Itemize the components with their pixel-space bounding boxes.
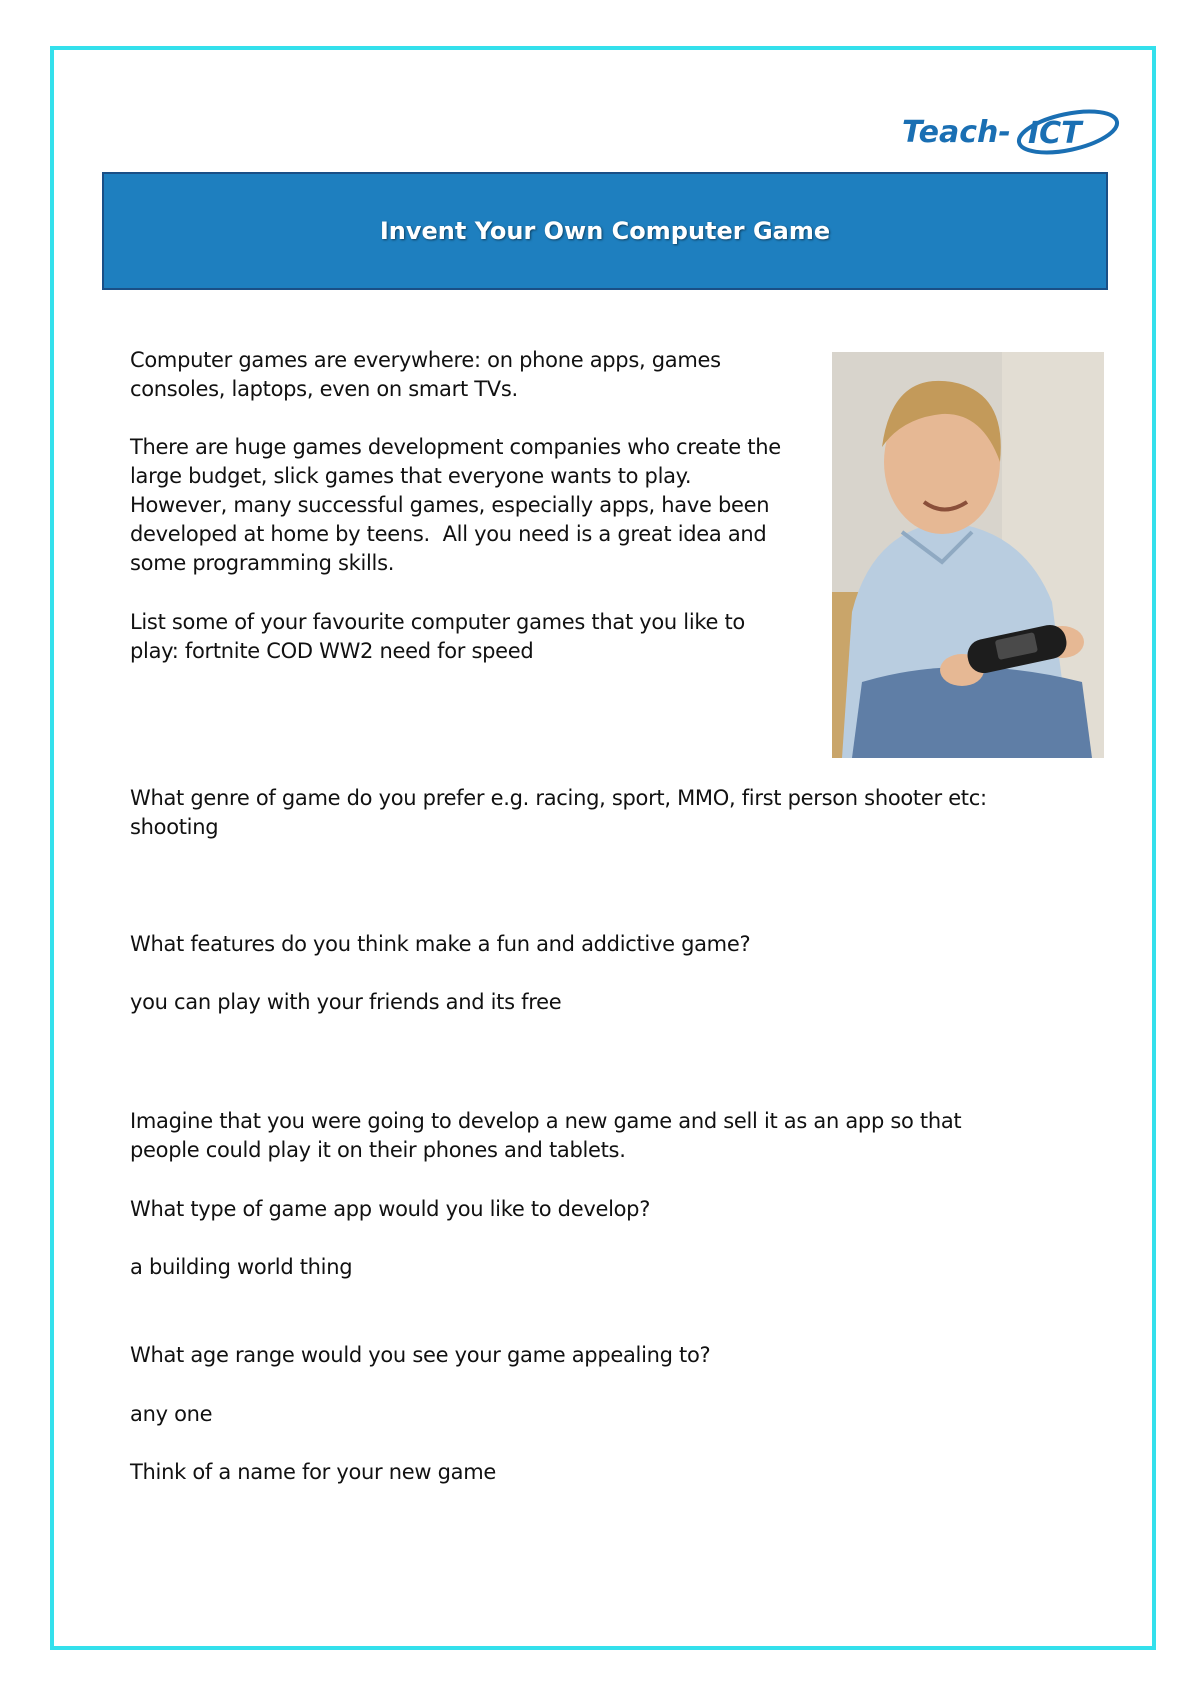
features-answer: you can play with your friends and its free <box>130 990 562 1014</box>
title-banner <box>102 172 1108 290</box>
svg-text:ICT: ICT <box>1028 116 1082 151</box>
age-range-question: What age range would you see your game appealing to? <box>130 1343 711 1367</box>
app-type-question: What type of game app would you like to develop? <box>130 1197 651 1221</box>
page-title: Invent Your Own Computer Game <box>379 217 831 245</box>
svg-text:Teach-: Teach- <box>902 115 1011 150</box>
boy-playing-game-photo <box>832 352 1104 758</box>
intro-paragraph: Computer games are everywhere: on phone apps, games consoles, laptops, even on smart TVs. <box>130 348 721 401</box>
app-type-answer: a building world thing <box>130 1255 353 1279</box>
features-question: What features do you think make a fun and addictive game? <box>130 932 751 956</box>
developers-paragraph: There are huge games development companies who create the large budget, slick games that everyone wants to play. However, many successful games, especially apps, have been developed at home by teens. All you need is a great idea and some programming skills. <box>130 435 781 575</box>
age-range-answer: any one <box>130 1402 213 1426</box>
genre-question: What genre of game do you prefer e.g. racing, sport, MMO, first person shooter etc: shooting <box>130 786 987 839</box>
teach-ict-logo <box>900 108 1122 156</box>
favourite-games-question: List some of your favourite computer games that you like to play: fortnite COD WW2 need for speed <box>130 610 745 663</box>
imagine-paragraph: Imagine that you were going to develop a new game and sell it as an app so that people could play it on their phones and tablets. <box>130 1109 962 1162</box>
game-name-question: Think of a name for your new game <box>130 1460 497 1484</box>
